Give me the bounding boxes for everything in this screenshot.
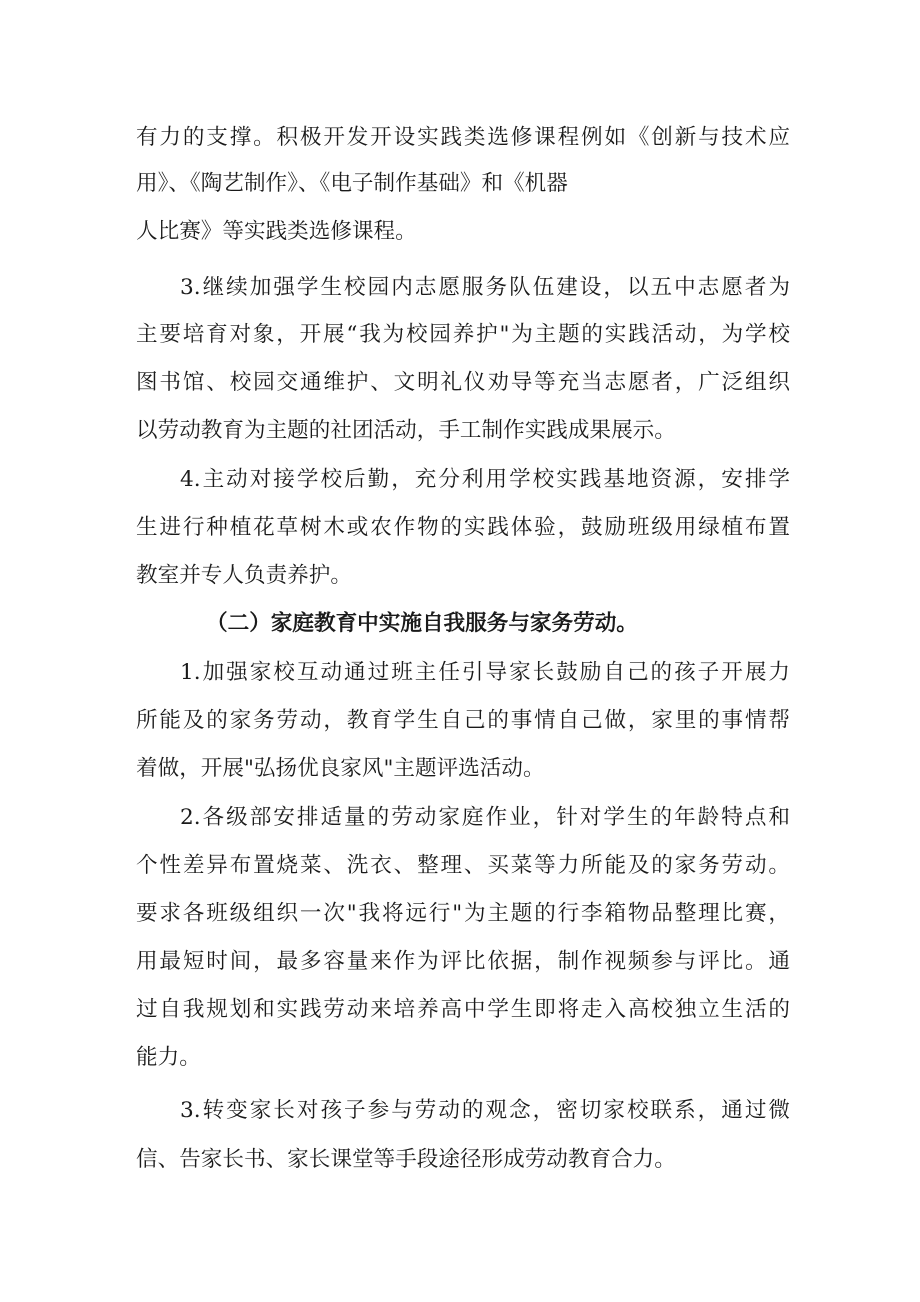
paragraph-start: 1.加强家校互动通过班主任引导家长鼓励自己的孩子开展力	[180, 660, 790, 685]
paragraph-start: 4.主动对接学校后勤，充分利用学校实践基地资源，安排学	[180, 467, 790, 492]
text-line: 信、告家长书、家长课堂等手段途径形成劳动教育合力。	[136, 1147, 676, 1172]
text-line: 主要培育对象，开展“我为校园养护"为主题的实践活动，为学校	[136, 322, 790, 347]
paragraph-start: 3.转变家长对孩子参与劳动的观念，密切家校联系，通过微	[180, 1098, 790, 1123]
paragraph-start: 3.继续加强学生校园内志愿服务队伍建设，以五中志愿者为	[180, 275, 790, 300]
paragraph-start: 2.各级部安排适量的劳动家庭作业，针对学生的年龄特点和	[180, 805, 790, 830]
text-line: 用最短时间，最多容量来作为评比依据，制作视频参与评比。通	[136, 949, 790, 974]
text-line: 用》、《陶艺制作》、《电子制作基础》和《机器	[136, 171, 568, 196]
text-line: 着做，开展"弘扬优良家风"主题评选活动。	[136, 756, 545, 781]
text-line: 过自我规划和实践劳动来培养高中学生即将走入高校独立生活的	[136, 997, 790, 1022]
text-line: 要求各班级组织一次"我将远行"为主题的行李箱物品整理比赛，	[136, 901, 790, 926]
text-line: 有力的支撑。积极开发开设实践类选修课程例如《创新与技术应	[136, 125, 790, 150]
text-line: 图书馆、校园交通维护、文明礼仪劝导等充当志愿者，广泛组织	[136, 370, 790, 395]
text-line: 能力。	[136, 1045, 201, 1070]
text-line: 生进行种植花草树木或农作物的实践体验，鼓励班级用绿植布置	[136, 515, 790, 540]
text-line: 所能及的家务劳动，教育学生自己的事情自己做，家里的事情帮	[136, 708, 790, 733]
section-heading: （二）家庭教育中实施自我服务与家务劳动。	[206, 611, 638, 636]
text-line: 人比赛》等实践类选修课程。	[136, 219, 417, 244]
text-line: 教室并专人负责养护。	[136, 563, 352, 588]
text-line: 以劳动教育为主题的社团活动，手工制作实践成果展示。	[136, 418, 676, 443]
text-line: 个性差异布置烧菜、洗衣、整理、买菜等力所能及的家务劳动。	[136, 853, 790, 878]
